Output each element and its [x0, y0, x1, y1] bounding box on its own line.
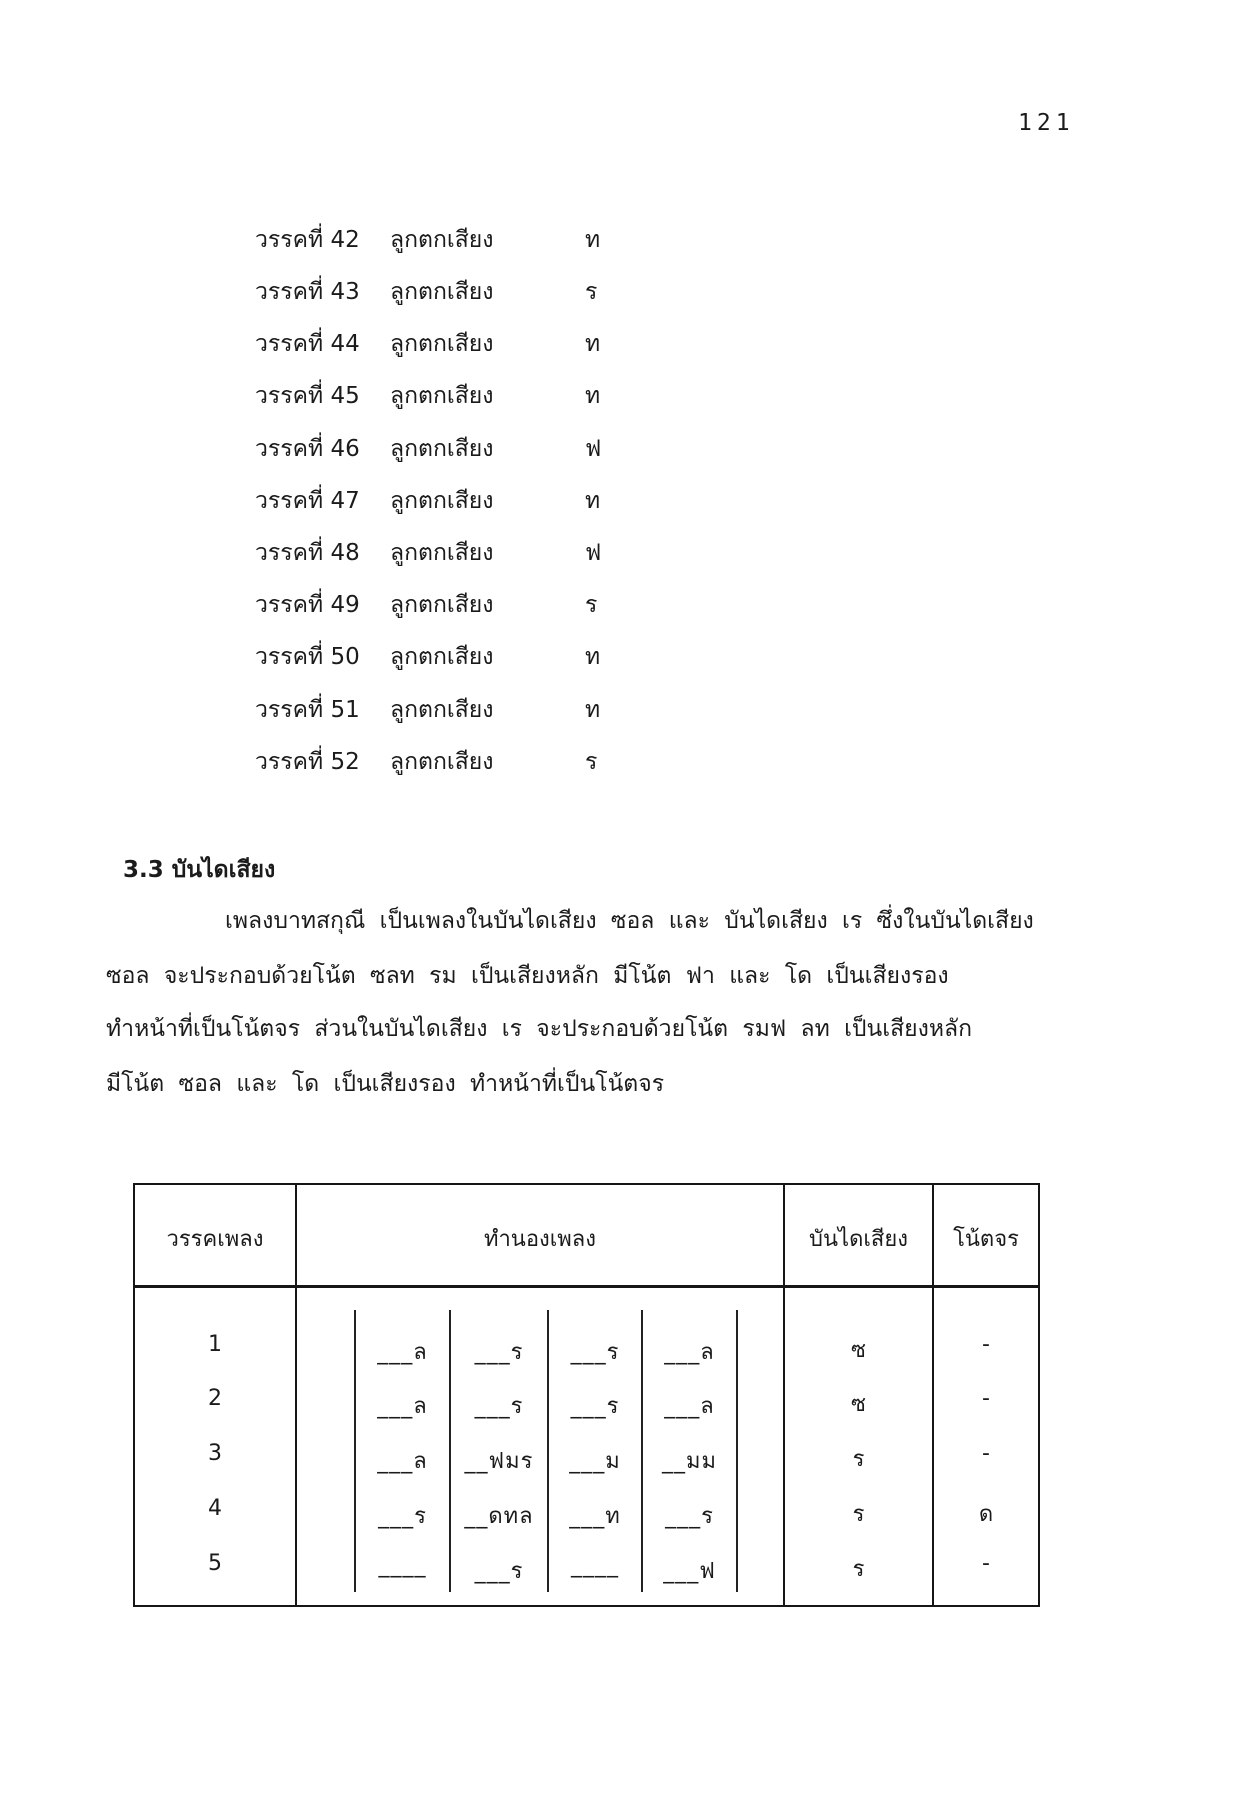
scale-value: ร	[852, 1502, 865, 1527]
measure-cell: __ดทล	[464, 1504, 534, 1529]
measure-cell: __ฟมร	[464, 1449, 534, 1474]
list-item-note: ร	[585, 592, 598, 618]
measure-cell: ___ท	[569, 1504, 621, 1529]
measure-cell: ____	[378, 1553, 427, 1578]
phrase-number: 2	[208, 1386, 222, 1411]
measure-cell: ___ล	[664, 1340, 715, 1365]
scale-value: ซ	[851, 1392, 866, 1417]
passing-note-value: -	[982, 1551, 990, 1576]
scale-value: ซ	[851, 1338, 866, 1363]
measure-barline	[736, 1310, 738, 1592]
list-item-note: ร	[585, 279, 598, 305]
phrase-number: 3	[208, 1441, 222, 1466]
list-item-note: ท	[585, 488, 601, 514]
list-item-desc: ลูกตกเสียง	[390, 279, 494, 305]
list-item-label: วรรคที่ 43	[255, 279, 360, 305]
scale-value: ร	[852, 1447, 865, 1472]
scale-table	[133, 1183, 1040, 1607]
list-item-note: ร	[585, 749, 598, 775]
list-item-desc: ลูกตกเสียง	[390, 331, 494, 357]
list-item-note: ท	[585, 331, 601, 357]
measure-cell: ___ร	[665, 1504, 714, 1529]
list-item-label: วรรคที่ 45	[255, 383, 360, 409]
measure-cell: ___ล	[377, 1394, 428, 1419]
list-item-label: วรรคที่ 49	[255, 592, 360, 618]
list-item-desc: ลูกตกเสียง	[390, 697, 494, 723]
list-item-label: วรรคที่ 48	[255, 540, 360, 566]
measure-cell: ___ร	[474, 1394, 524, 1419]
list-item-desc: ลูกตกเสียง	[390, 749, 494, 775]
measure-cell: ___ม	[569, 1449, 621, 1474]
list-item-desc: ลูกตกเสียง	[390, 592, 494, 618]
table-header-phrase: วรรคเพลง	[166, 1227, 264, 1252]
passing-note-value: -	[982, 1441, 990, 1466]
list-item-label: วรรคที่ 42	[255, 227, 360, 253]
list-item-label: วรรคที่ 47	[255, 488, 360, 514]
paragraph-line: ทำหน้าที่เป็นโน้ตจร ส่วนในบันไดเสียง เร จะประกอบด้วยโน้ต รมฟ ลท เป็นเสียงหลัก	[106, 1016, 973, 1042]
measure-cell: ___ล	[377, 1449, 428, 1474]
measure-cell: ___ล	[377, 1340, 428, 1365]
table-header-passing-note: โน้ตจร	[953, 1227, 1019, 1252]
measure-cell: ___ร	[474, 1559, 524, 1584]
list-item-note: ท	[585, 644, 601, 670]
passing-note-value: ด	[978, 1502, 994, 1527]
list-item-note: ฟ	[585, 436, 602, 462]
list-item-desc: ลูกตกเสียง	[390, 227, 494, 253]
section-heading: 3.3 บันไดเสียง	[123, 857, 276, 883]
list-item-label: วรรคที่ 50	[255, 644, 360, 670]
list-item-desc: ลูกตกเสียง	[390, 644, 494, 670]
table-header-divider	[135, 1285, 1038, 1288]
list-item-desc: ลูกตกเสียง	[390, 436, 494, 462]
list-item-note: ท	[585, 227, 601, 253]
list-item-desc: ลูกตกเสียง	[390, 488, 494, 514]
phrase-number: 4	[208, 1496, 222, 1521]
list-item-desc: ลูกตกเสียง	[390, 540, 494, 566]
measure-cell: __มม	[661, 1449, 717, 1474]
page-number: 121	[1018, 110, 1075, 136]
measure-cell: ___ล	[664, 1394, 715, 1419]
measure-cell: ___ร	[570, 1394, 620, 1419]
measure-cell: ___ร	[378, 1504, 427, 1529]
measure-cell: ___ฟ	[663, 1559, 716, 1584]
phrase-number: 5	[208, 1551, 222, 1576]
list-item-label: วรรคที่ 44	[255, 331, 360, 357]
list-item-note: ฟ	[585, 540, 602, 566]
table-header-scale: บันไดเสียง	[809, 1227, 908, 1252]
paragraph-line: มีโน้ต ซอล และ โด เป็นเสียงรอง ทำหน้าที่เป็นโน้ตจร	[106, 1071, 665, 1097]
paragraph-line: เพลงบาทสกุณี เป็นเพลงในบันไดเสียง ซอล และ บันไดเสียง เร ซึ่งในบันไดเสียง	[225, 908, 1034, 934]
passing-note-value: -	[982, 1386, 990, 1411]
passing-note-value: -	[982, 1332, 990, 1357]
list-item-label: วรรคที่ 52	[255, 749, 360, 775]
phrase-number: 1	[208, 1332, 222, 1357]
list-item-desc: ลูกตกเสียง	[390, 383, 494, 409]
measure-cell: ___ร	[570, 1340, 620, 1365]
list-item-label: วรรคที่ 46	[255, 436, 360, 462]
table-header-melody: ทำนองเพลง	[483, 1227, 597, 1252]
paragraph-line: ซอล จะประกอบด้วยโน้ต ซลท รม เป็นเสียงหลัก มีโน้ต ฟา และ โด เป็นเสียงรอง	[106, 963, 949, 989]
list-item-note: ท	[585, 383, 601, 409]
list-item-note: ท	[585, 697, 601, 723]
list-item-label: วรรคที่ 51	[255, 697, 360, 723]
scale-value: ร	[852, 1557, 865, 1582]
measure-cell: ____	[571, 1553, 619, 1578]
measure-cell: ___ร	[474, 1340, 524, 1365]
